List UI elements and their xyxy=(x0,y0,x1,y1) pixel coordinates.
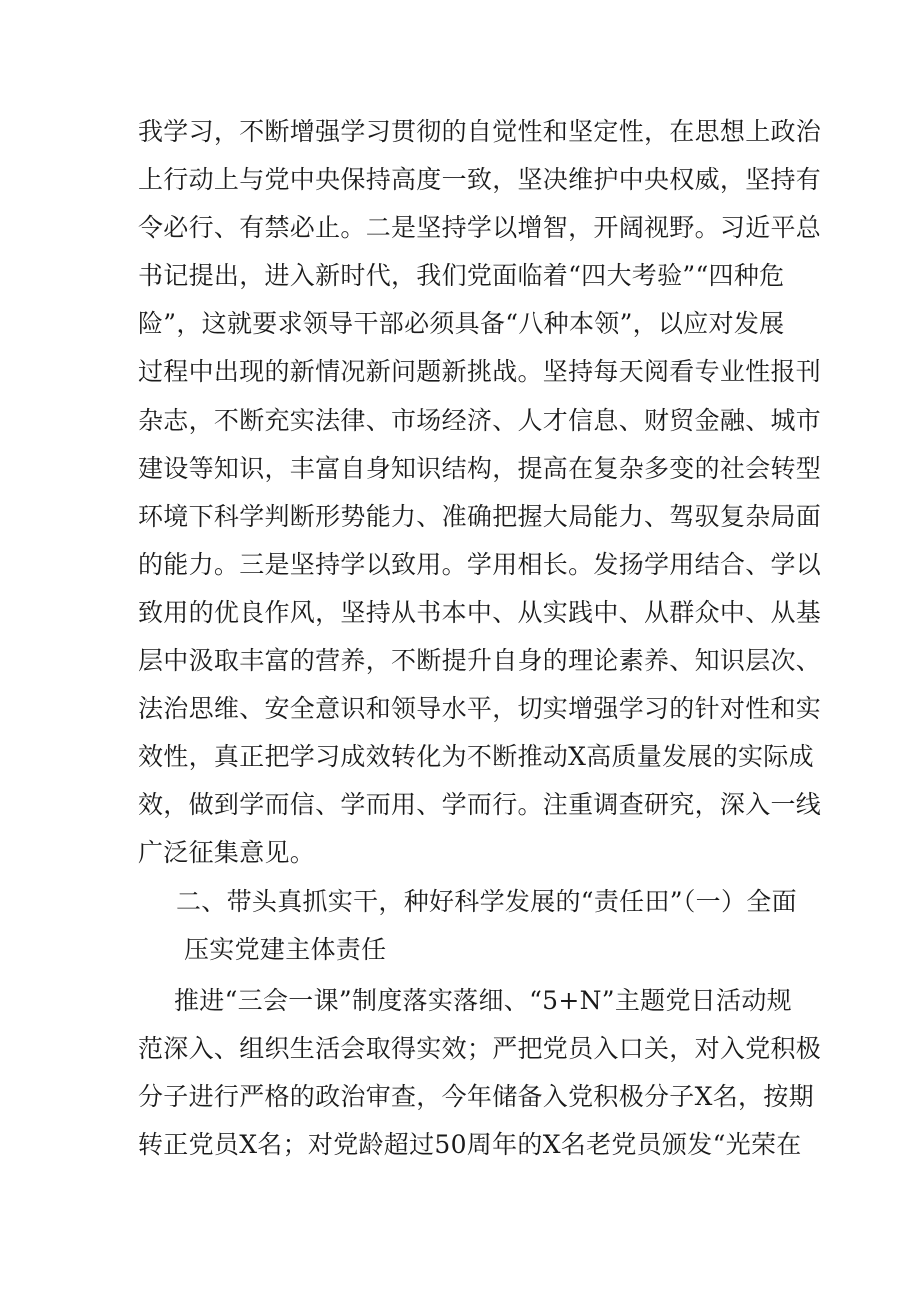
text-line: 的能力。三是坚持学以致用。学用相长。发扬学用结合、学以 xyxy=(138,549,822,579)
text-line: 致用的优良作风，坚持从书本中、从实践中、从群众中、从基 xyxy=(138,597,822,627)
text-line: 范深入、组织生活会取得实效；严把党员入口关，对入党积极 xyxy=(138,1034,822,1064)
text-line: 推进“三会一课”制度落实落细、“5+N”主题党日活动规 xyxy=(174,986,792,1015)
text-line: 杂志，不断充实法律、市场经济、人才信息、财贸金融、城市 xyxy=(138,405,822,435)
heading-line: 二、带头真抓实干，种好科学发展的“责任田”（一）全面 xyxy=(176,887,797,916)
text-line: 层中汲取丰富的营养，不断提升自身的理论素养、知识层次、 xyxy=(138,646,822,676)
text-line: 建设等知识，丰富自身知识结构，提高在复杂多变的社会转型 xyxy=(138,453,822,483)
text-line: 广泛征集意见。 xyxy=(138,838,316,868)
text-line: 效性，真正把学习成效转化为不断推动X高质量发展的实际成 xyxy=(138,742,814,772)
heading-line: 压实党建主体责任 xyxy=(184,935,387,965)
text-line: 上行动上与党中央保持高度一致，坚决维护中央权威，坚持有 xyxy=(138,165,822,195)
text-line: 险”，这就要求领导干部必须具备“八种本领”，以应对发展 xyxy=(138,309,785,339)
text-line: 转正党员X名；对党龄超过50周年的X名老党员颁发“光荣在 xyxy=(138,1130,802,1160)
text-line: 分子进行严格的政治审查，今年储备入党积极分子X名，按期 xyxy=(138,1082,814,1112)
text-line: 效，做到学而信、学而用、学而行。注重调查研究，深入一线 xyxy=(138,790,822,820)
text-line: 我学习，不断增强学习贯彻的自觉性和坚定性，在思想上政治 xyxy=(138,117,822,146)
text-line: 令必行、有禁必止。二是坚持学以增智，开阔视野。习近平总 xyxy=(138,213,822,243)
section-heading xyxy=(138,878,798,974)
text-line: 法治思维、安全意识和领导水平，切实增强学习的针对性和实 xyxy=(138,694,822,724)
paragraph-party-building xyxy=(138,977,822,1169)
text-line: 环境下科学判断形势能力、准确把握大局能力、驾驭复杂局面 xyxy=(138,501,822,531)
paragraph-study xyxy=(138,108,822,878)
text-line: 书记提出，进入新时代，我们党面临着“四大考验”“四种危 xyxy=(138,261,785,291)
text-line: 过程中出现的新情况新问题新挑战。坚持每天阅看专业性报刊 xyxy=(138,357,822,387)
